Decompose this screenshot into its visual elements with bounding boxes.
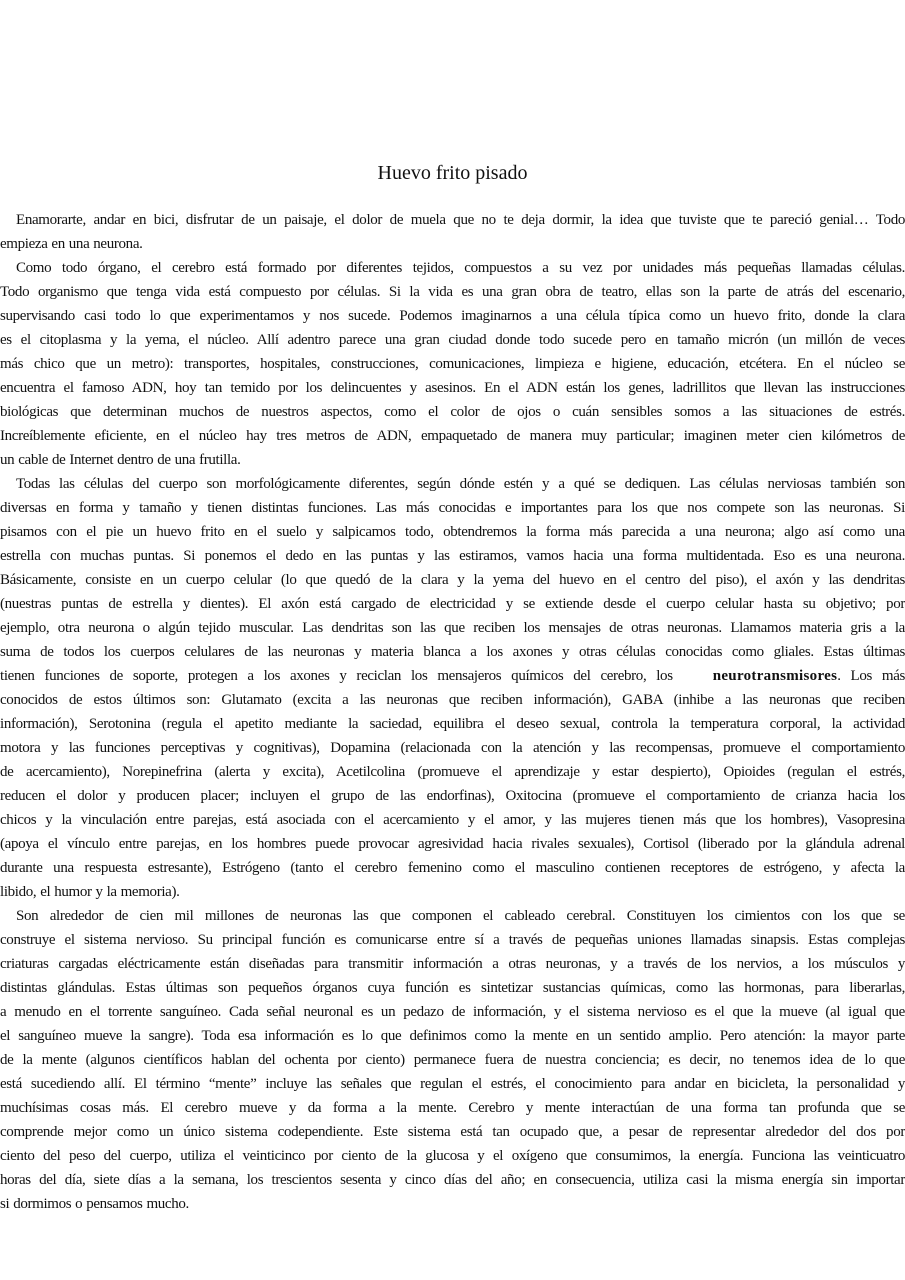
text-line: biológicas que determinan muchos de nuestros aspectos, como el color de ojos o cuán sensibles somos a las situaciones de estrés.: [0, 404, 905, 420]
text-line: es el citoplasma y la yema, el núcleo. Allí adentro parece una gran ciudad donde todo sucede pero en tamaño micrón (un millón de veces: [0, 332, 905, 348]
text-line-with-bold-term: [0, 664, 905, 688]
text-line: distintas glándulas. Estas últimas son pequeños órganos cuya función es sintetizar sustancias químicas, como las hormonas, para liberarlas,: [0, 980, 905, 996]
text-line: ejemplo, otra neurona o algún tejido muscular. Las dendritas son las que reciben los mensajes de otras neuronas. Llamamos materia gris a la: [0, 620, 905, 636]
text-line: construye el sistema nervioso. Su principal función es comunicarse entre sí a través de pequeñas uniones llamadas sinapsis. Estas complejas: [0, 932, 905, 948]
text-line: Increíblemente eficiente, en el núcleo hay tres metros de ADN, empaquetado de manera muy particular; imaginen meter cien kilómetros de: [0, 428, 905, 444]
text-line: Todo organismo que tenga vida está compuesto por células. Si la vida es una gran obra de teatro, ellas son la parte de atrás del escenario,: [0, 284, 905, 300]
text-line: Enamorarte, andar en bici, disfrutar de un paisaje, el dolor de muela que no te deja dormir, la idea que tuviste que te pareció genial… Todo: [16, 212, 905, 228]
text-line: motora y las funciones perceptivas y cognitivas), Dopamina (relacionada con la atención y las recompensas, promueve el comportamiento: [0, 740, 905, 756]
text-line: estrella con muchas puntas. Si ponemos el dedo en las puntas y las estiramos, vamos hacia una forma multidentada. Eso es una neurona.: [0, 548, 905, 564]
paragraph-3: [0, 472, 905, 904]
paragraph-2: [0, 256, 905, 472]
text-line: comprende mejor como un único sistema codependiente. Este sistema está tan ocupado que, a pesar de representar alrededor del dos por: [0, 1124, 905, 1140]
text-line: está sucediendo allí. El término “mente” incluye las señales que regulan el estrés, el conocimiento para andar en bicicleta, la personalidad y: [0, 1076, 905, 1092]
text-line: un cable de Internet dentro de una frutilla.: [0, 452, 241, 468]
text-line: horas del día, siete días a la semana, los trescientos sesenta y cinco días del año; en consecuencia, utiliza casi la misma energía sin importar: [0, 1172, 905, 1188]
text-line: de acercamiento), Norepinefrina (alerta y excita), Acetilcolina (promueve el aprendizaje y estar despierto), Opioides (regulan el estrés,: [0, 764, 905, 780]
text-line: (nuestras puntas de estrella y dientes). El axón está cargado de electricidad y se extiende desde el cuerpo celular hasta su objetivo; por: [0, 596, 905, 612]
text-line: supervisando casi todo lo que experimentamos y nos sucede. Podemos imaginarnos a una célula típica como un huevo frito, donde la clara: [0, 308, 905, 324]
text-line: más chico que un metro): transportes, hospitales, construcciones, comunicaciones, limpieza e higiene, educación, etcétera. En el núcleo se: [0, 356, 905, 372]
text-line: de la mente (algunos científicos hablan del ochenta por ciento) permanece fuera de nuestra conciencia; es decir, no tenemos idea de lo que: [0, 1052, 905, 1068]
text-line: diversas en forma y tamaño y tienen distintas funciones. Las más conocidas e importantes para los que nos compete son las neuronas. Si: [0, 500, 905, 516]
paragraph-1: [0, 208, 905, 256]
document-title: Huevo frito pisado: [377, 162, 528, 184]
text-line: Todas las células del cuerpo son morfológicamente diferentes, según dónde estén y a qué se dediquen. Las células nerviosas también son: [16, 476, 905, 492]
text-line: Son alrededor de cien mil millones de neuronas las que componen el cableado cerebral. Constituyen los cimientos con los que se: [16, 908, 905, 924]
text-line: el sanguíneo mueve la sangre). Toda esa información es lo que definimos como la mente en un sentido amplio. Pero atención: la mayor parte: [0, 1028, 905, 1044]
text-line: conocidos de estos últimos son: Glutamato (excita a las neuronas que reciben información), GABA (inhibe a las neuronas que reciben: [0, 692, 905, 708]
text-segment: tienen funciones de soporte, protegen a los axones y reciclan los mensajeros químicos del cerebro, los: [0, 668, 673, 684]
text-line: libido, el humor y la memoria).: [0, 884, 180, 900]
paragraph-4: [0, 904, 905, 1216]
text-line: criaturas cargadas eléctricamente están diseñadas para transmitir información a otras neuronas, y a través de los nervios, a los músculos y: [0, 956, 905, 972]
text-line: si dormimos o pensamos mucho.: [0, 1196, 189, 1212]
text-line: empieza en una neurona.: [0, 236, 143, 252]
text-line: reducen el dolor y producen placer; incluyen el grupo de las endorfinas), Oxitocina (promueve el comportamiento de crianza hacia los: [0, 788, 905, 804]
text-line: información), Serotonina (regula el apetito mediante la saciedad, equilibra el deseo sexual, controla la temperatura corporal, la actividad: [0, 716, 905, 732]
document-body: [0, 208, 905, 1216]
text-line: ciento del peso del cuerpo, utiliza el veinticinco por ciento de la glucosa y el oxígeno que consumimos, la energía. Funciona las veinticuatro: [0, 1148, 905, 1164]
text-line: Básicamente, consiste en un cuerpo celular (lo que quedó de la clara y la yema del huevo en el centro del piso), el axón y las dendritas: [0, 572, 905, 588]
text-segment: . Los más: [837, 668, 905, 684]
text-line: a menudo en el torrente sanguíneo. Cada señal neuronal es un pedazo de información, y el sistema nervioso es el que la mueve (al igual que: [0, 1004, 905, 1020]
text-line: muchísimas cosas más. El cerebro mueve y da forma a la mente. Cerebro y mente interactúan de una forma tan profunda que se: [0, 1100, 905, 1116]
text-line: durante una respuesta estresante), Estrógeno (tanto el cerebro femenino como el masculino contienen receptores de estrógeno, y afecta la: [0, 860, 905, 876]
text-line: suma de todos los cuerpos celulares de las neuronas y materia blanca a los axones y otras células conocidas como gliales. Estas últimas: [0, 644, 905, 660]
bold-term-neurotransmisores: neurotransmisores: [712, 668, 838, 684]
text-line: pisamos con el pie un huevo frito en el suelo y salpicamos todo, obtendremos la forma más parecida a una neurona; algo así como una: [0, 524, 905, 540]
text-line: (apoya el vínculo entre parejas, en los hombres puede provocar agresividad hacia rivales sexuales), Cortisol (liberado por la glándula adrenal: [0, 836, 905, 852]
text-line: Como todo órgano, el cerebro está formado por diferentes tejidos, compuestos a su vez por unidades más pequeñas llamadas células.: [16, 260, 905, 276]
text-line: chicos y la vinculación entre parejas, está asociada con el acercamiento y el amor, y las mujeres tienen más que los hombres), Vasopresina: [0, 812, 905, 828]
text-line: encuentra el famoso ADN, hoy tan temido por los delincuentes y asesinos. En el ADN están los genes, ladrillitos que llevan las instrucciones: [0, 380, 905, 396]
